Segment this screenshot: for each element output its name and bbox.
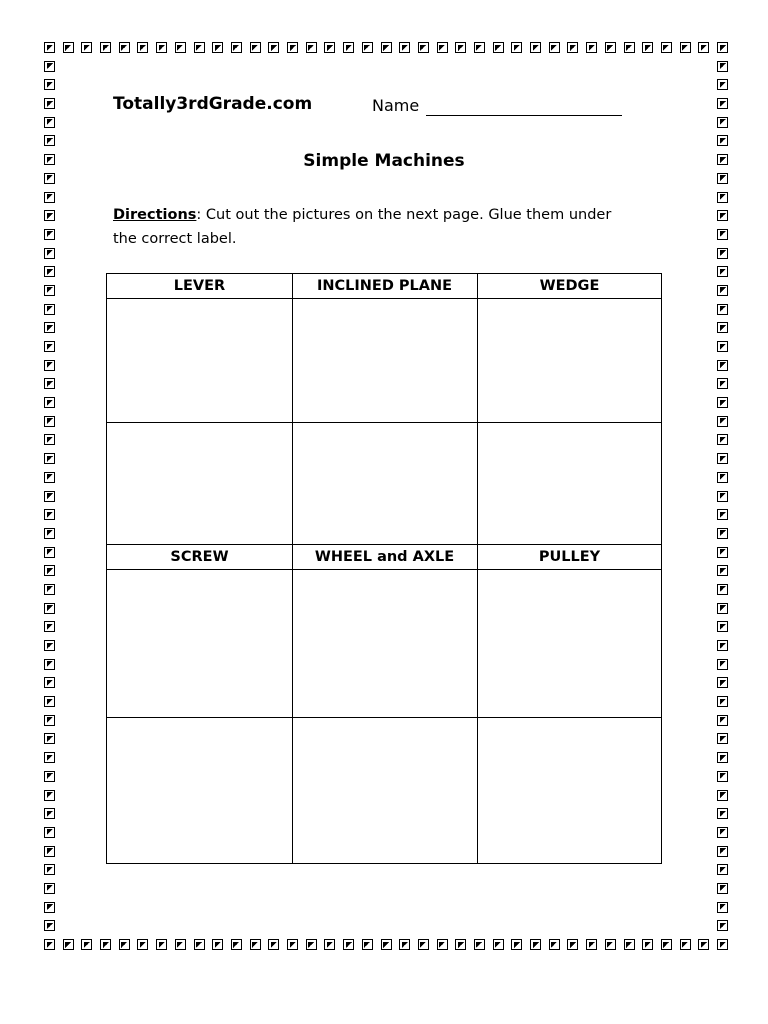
border-square-icon bbox=[474, 939, 485, 950]
border-square-icon bbox=[717, 733, 728, 744]
border-square-icon bbox=[717, 902, 728, 913]
border-square-icon bbox=[717, 192, 728, 203]
border-square-icon bbox=[698, 42, 709, 53]
border-square-icon bbox=[511, 42, 522, 53]
border-square-icon bbox=[717, 621, 728, 632]
border-square-icon bbox=[567, 939, 578, 950]
border-square-icon bbox=[44, 42, 55, 53]
border-square-icon bbox=[586, 42, 597, 53]
border-square-icon bbox=[44, 135, 55, 146]
border-square-icon bbox=[717, 565, 728, 576]
border-square-icon bbox=[717, 864, 728, 875]
header-wheel-and-axle: WHEEL and AXLE bbox=[314, 549, 455, 565]
site-name: Totally3rdGrade.com bbox=[113, 94, 313, 114]
border-square-icon bbox=[680, 939, 691, 950]
border-square-icon bbox=[717, 696, 728, 707]
border-square-icon bbox=[717, 453, 728, 464]
border-square-icon bbox=[605, 939, 616, 950]
border-square-icon bbox=[44, 285, 55, 296]
border-square-icon bbox=[156, 939, 167, 950]
border-square-icon bbox=[287, 42, 298, 53]
border-square-icon bbox=[44, 434, 55, 445]
border-square-icon bbox=[44, 322, 55, 333]
border-square-icon bbox=[437, 42, 448, 53]
border-square-icon bbox=[381, 42, 392, 53]
header-wedge: WEDGE bbox=[539, 278, 600, 294]
border-square-icon bbox=[717, 378, 728, 389]
border-square-icon bbox=[268, 42, 279, 53]
border-square-icon bbox=[661, 42, 672, 53]
border-square-icon bbox=[381, 939, 392, 950]
border-square-icon bbox=[717, 808, 728, 819]
border-square-icon bbox=[605, 42, 616, 53]
border-square-icon bbox=[493, 42, 504, 53]
border-square-icon bbox=[586, 939, 597, 950]
border-square-icon bbox=[661, 939, 672, 950]
border-square-icon bbox=[100, 939, 111, 950]
border-square-icon bbox=[717, 659, 728, 670]
border-square-icon bbox=[44, 547, 55, 558]
border-square-icon bbox=[194, 42, 205, 53]
border-square-icon bbox=[455, 939, 466, 950]
border-square-icon bbox=[717, 117, 728, 128]
border-square-icon bbox=[250, 42, 261, 53]
border-square-icon bbox=[44, 229, 55, 240]
border-square-icon bbox=[717, 640, 728, 651]
border-square-icon bbox=[455, 42, 466, 53]
border-square-icon bbox=[549, 42, 560, 53]
border-square-icon bbox=[717, 229, 728, 240]
row-divider bbox=[107, 717, 661, 718]
border-square-icon bbox=[44, 621, 55, 632]
border-square-icon bbox=[717, 939, 728, 950]
directions-text: : Cut out the pictures on the next page. Glue them under the correct label. bbox=[113, 207, 612, 247]
border-square-icon bbox=[717, 397, 728, 408]
border-square-icon bbox=[231, 939, 242, 950]
border-square-icon bbox=[717, 434, 728, 445]
border-square-icon bbox=[119, 939, 130, 950]
header-inclined-plane: INCLINED PLANE bbox=[316, 278, 453, 294]
border-square-icon bbox=[399, 42, 410, 53]
border-square-icon bbox=[717, 416, 728, 427]
header-pulley: PULLEY bbox=[538, 549, 601, 565]
row-divider bbox=[107, 298, 661, 299]
border-square-icon bbox=[81, 42, 92, 53]
border-square-icon bbox=[530, 939, 541, 950]
directions-label: Directions bbox=[113, 207, 197, 223]
border-square-icon bbox=[44, 528, 55, 539]
border-square-icon bbox=[717, 98, 728, 109]
border-square-icon bbox=[44, 378, 55, 389]
border-square-icon bbox=[44, 846, 55, 857]
border-square-icon bbox=[511, 939, 522, 950]
border-square-icon bbox=[324, 939, 335, 950]
border-square-icon bbox=[362, 42, 373, 53]
border-square-icon bbox=[44, 752, 55, 763]
header-lever: LEVER bbox=[173, 278, 226, 294]
border-square-icon bbox=[44, 210, 55, 221]
border-square-icon bbox=[119, 42, 130, 53]
name-label: Name bbox=[372, 96, 420, 115]
border-square-icon bbox=[717, 135, 728, 146]
row-divider bbox=[107, 422, 661, 423]
row-divider bbox=[107, 569, 661, 570]
border-square-icon bbox=[717, 472, 728, 483]
border-square-icon bbox=[474, 42, 485, 53]
border-square-icon bbox=[44, 920, 55, 931]
border-square-icon bbox=[175, 42, 186, 53]
border-square-icon bbox=[44, 827, 55, 838]
border-square-icon bbox=[717, 790, 728, 801]
border-square-icon bbox=[399, 939, 410, 950]
border-square-icon bbox=[44, 864, 55, 875]
border-square-icon bbox=[343, 42, 354, 53]
border-square-icon bbox=[44, 397, 55, 408]
border-square-icon bbox=[44, 771, 55, 782]
border-square-icon bbox=[624, 939, 635, 950]
border-square-icon bbox=[175, 939, 186, 950]
border-square-icon bbox=[530, 42, 541, 53]
border-square-icon bbox=[567, 42, 578, 53]
border-square-icon bbox=[44, 472, 55, 483]
border-square-icon bbox=[44, 341, 55, 352]
border-square-icon bbox=[324, 42, 335, 53]
border-square-icon bbox=[717, 79, 728, 90]
worksheet-title: Simple Machines bbox=[303, 151, 465, 171]
border-square-icon bbox=[717, 920, 728, 931]
border-square-icon bbox=[624, 42, 635, 53]
border-square-icon bbox=[717, 846, 728, 857]
border-square-icon bbox=[306, 939, 317, 950]
border-square-icon bbox=[717, 491, 728, 502]
border-square-icon bbox=[44, 659, 55, 670]
border-square-icon bbox=[44, 790, 55, 801]
border-square-icon bbox=[44, 696, 55, 707]
border-square-icon bbox=[44, 79, 55, 90]
border-square-icon bbox=[717, 547, 728, 558]
border-square-icon bbox=[44, 117, 55, 128]
border-square-icon bbox=[44, 453, 55, 464]
border-square-icon bbox=[717, 248, 728, 259]
border-square-icon bbox=[44, 883, 55, 894]
border-square-icon bbox=[717, 285, 728, 296]
border-square-icon bbox=[44, 584, 55, 595]
border-square-icon bbox=[44, 192, 55, 203]
border-square-icon bbox=[44, 491, 55, 502]
border-square-icon bbox=[287, 939, 298, 950]
border-square-icon bbox=[717, 322, 728, 333]
border-square-icon bbox=[343, 939, 354, 950]
border-square-icon bbox=[418, 939, 429, 950]
border-square-icon bbox=[717, 883, 728, 894]
border-square-icon bbox=[44, 248, 55, 259]
border-square-icon bbox=[63, 42, 74, 53]
border-square-icon bbox=[493, 939, 504, 950]
border-square-icon bbox=[44, 416, 55, 427]
border-square-icon bbox=[44, 902, 55, 913]
border-square-icon bbox=[81, 939, 92, 950]
border-square-icon bbox=[250, 939, 261, 950]
border-square-icon bbox=[418, 42, 429, 53]
border-square-icon bbox=[717, 584, 728, 595]
border-square-icon bbox=[137, 42, 148, 53]
border-square-icon bbox=[698, 939, 709, 950]
border-square-icon bbox=[44, 939, 55, 950]
border-square-icon bbox=[717, 603, 728, 614]
border-square-icon bbox=[642, 42, 653, 53]
border-square-icon bbox=[231, 42, 242, 53]
border-square-icon bbox=[44, 360, 55, 371]
border-square-icon bbox=[44, 565, 55, 576]
border-square-icon bbox=[717, 210, 728, 221]
name-field-line bbox=[426, 115, 622, 116]
border-square-icon bbox=[100, 42, 111, 53]
header-screw: SCREW bbox=[170, 549, 229, 565]
border-square-icon bbox=[549, 939, 560, 950]
border-square-icon bbox=[437, 939, 448, 950]
border-square-icon bbox=[717, 266, 728, 277]
border-square-icon bbox=[137, 939, 148, 950]
border-square-icon bbox=[717, 771, 728, 782]
border-square-icon bbox=[717, 827, 728, 838]
border-square-icon bbox=[717, 509, 728, 520]
border-square-icon bbox=[44, 677, 55, 688]
sorting-table bbox=[106, 273, 662, 864]
border-square-icon bbox=[306, 42, 317, 53]
border-square-icon bbox=[717, 677, 728, 688]
border-square-icon bbox=[44, 173, 55, 184]
border-square-icon bbox=[194, 939, 205, 950]
directions bbox=[113, 203, 633, 251]
border-square-icon bbox=[717, 360, 728, 371]
border-square-icon bbox=[717, 715, 728, 726]
border-square-icon bbox=[717, 42, 728, 53]
border-square-icon bbox=[717, 528, 728, 539]
border-square-icon bbox=[362, 939, 373, 950]
border-square-icon bbox=[44, 603, 55, 614]
border-square-icon bbox=[212, 939, 223, 950]
border-square-icon bbox=[680, 42, 691, 53]
border-square-icon bbox=[156, 42, 167, 53]
border-square-icon bbox=[44, 640, 55, 651]
border-square-icon bbox=[642, 939, 653, 950]
border-square-icon bbox=[44, 715, 55, 726]
border-square-icon bbox=[44, 733, 55, 744]
border-square-icon bbox=[212, 42, 223, 53]
border-square-icon bbox=[63, 939, 74, 950]
border-square-icon bbox=[717, 341, 728, 352]
border-square-icon bbox=[44, 509, 55, 520]
border-square-icon bbox=[717, 304, 728, 315]
border-square-icon bbox=[44, 266, 55, 277]
border-square-icon bbox=[717, 61, 728, 72]
border-square-icon bbox=[717, 173, 728, 184]
border-square-icon bbox=[44, 61, 55, 72]
border-square-icon bbox=[44, 304, 55, 315]
border-square-icon bbox=[717, 752, 728, 763]
border-square-icon bbox=[44, 808, 55, 819]
border-square-icon bbox=[44, 98, 55, 109]
border-square-icon bbox=[268, 939, 279, 950]
